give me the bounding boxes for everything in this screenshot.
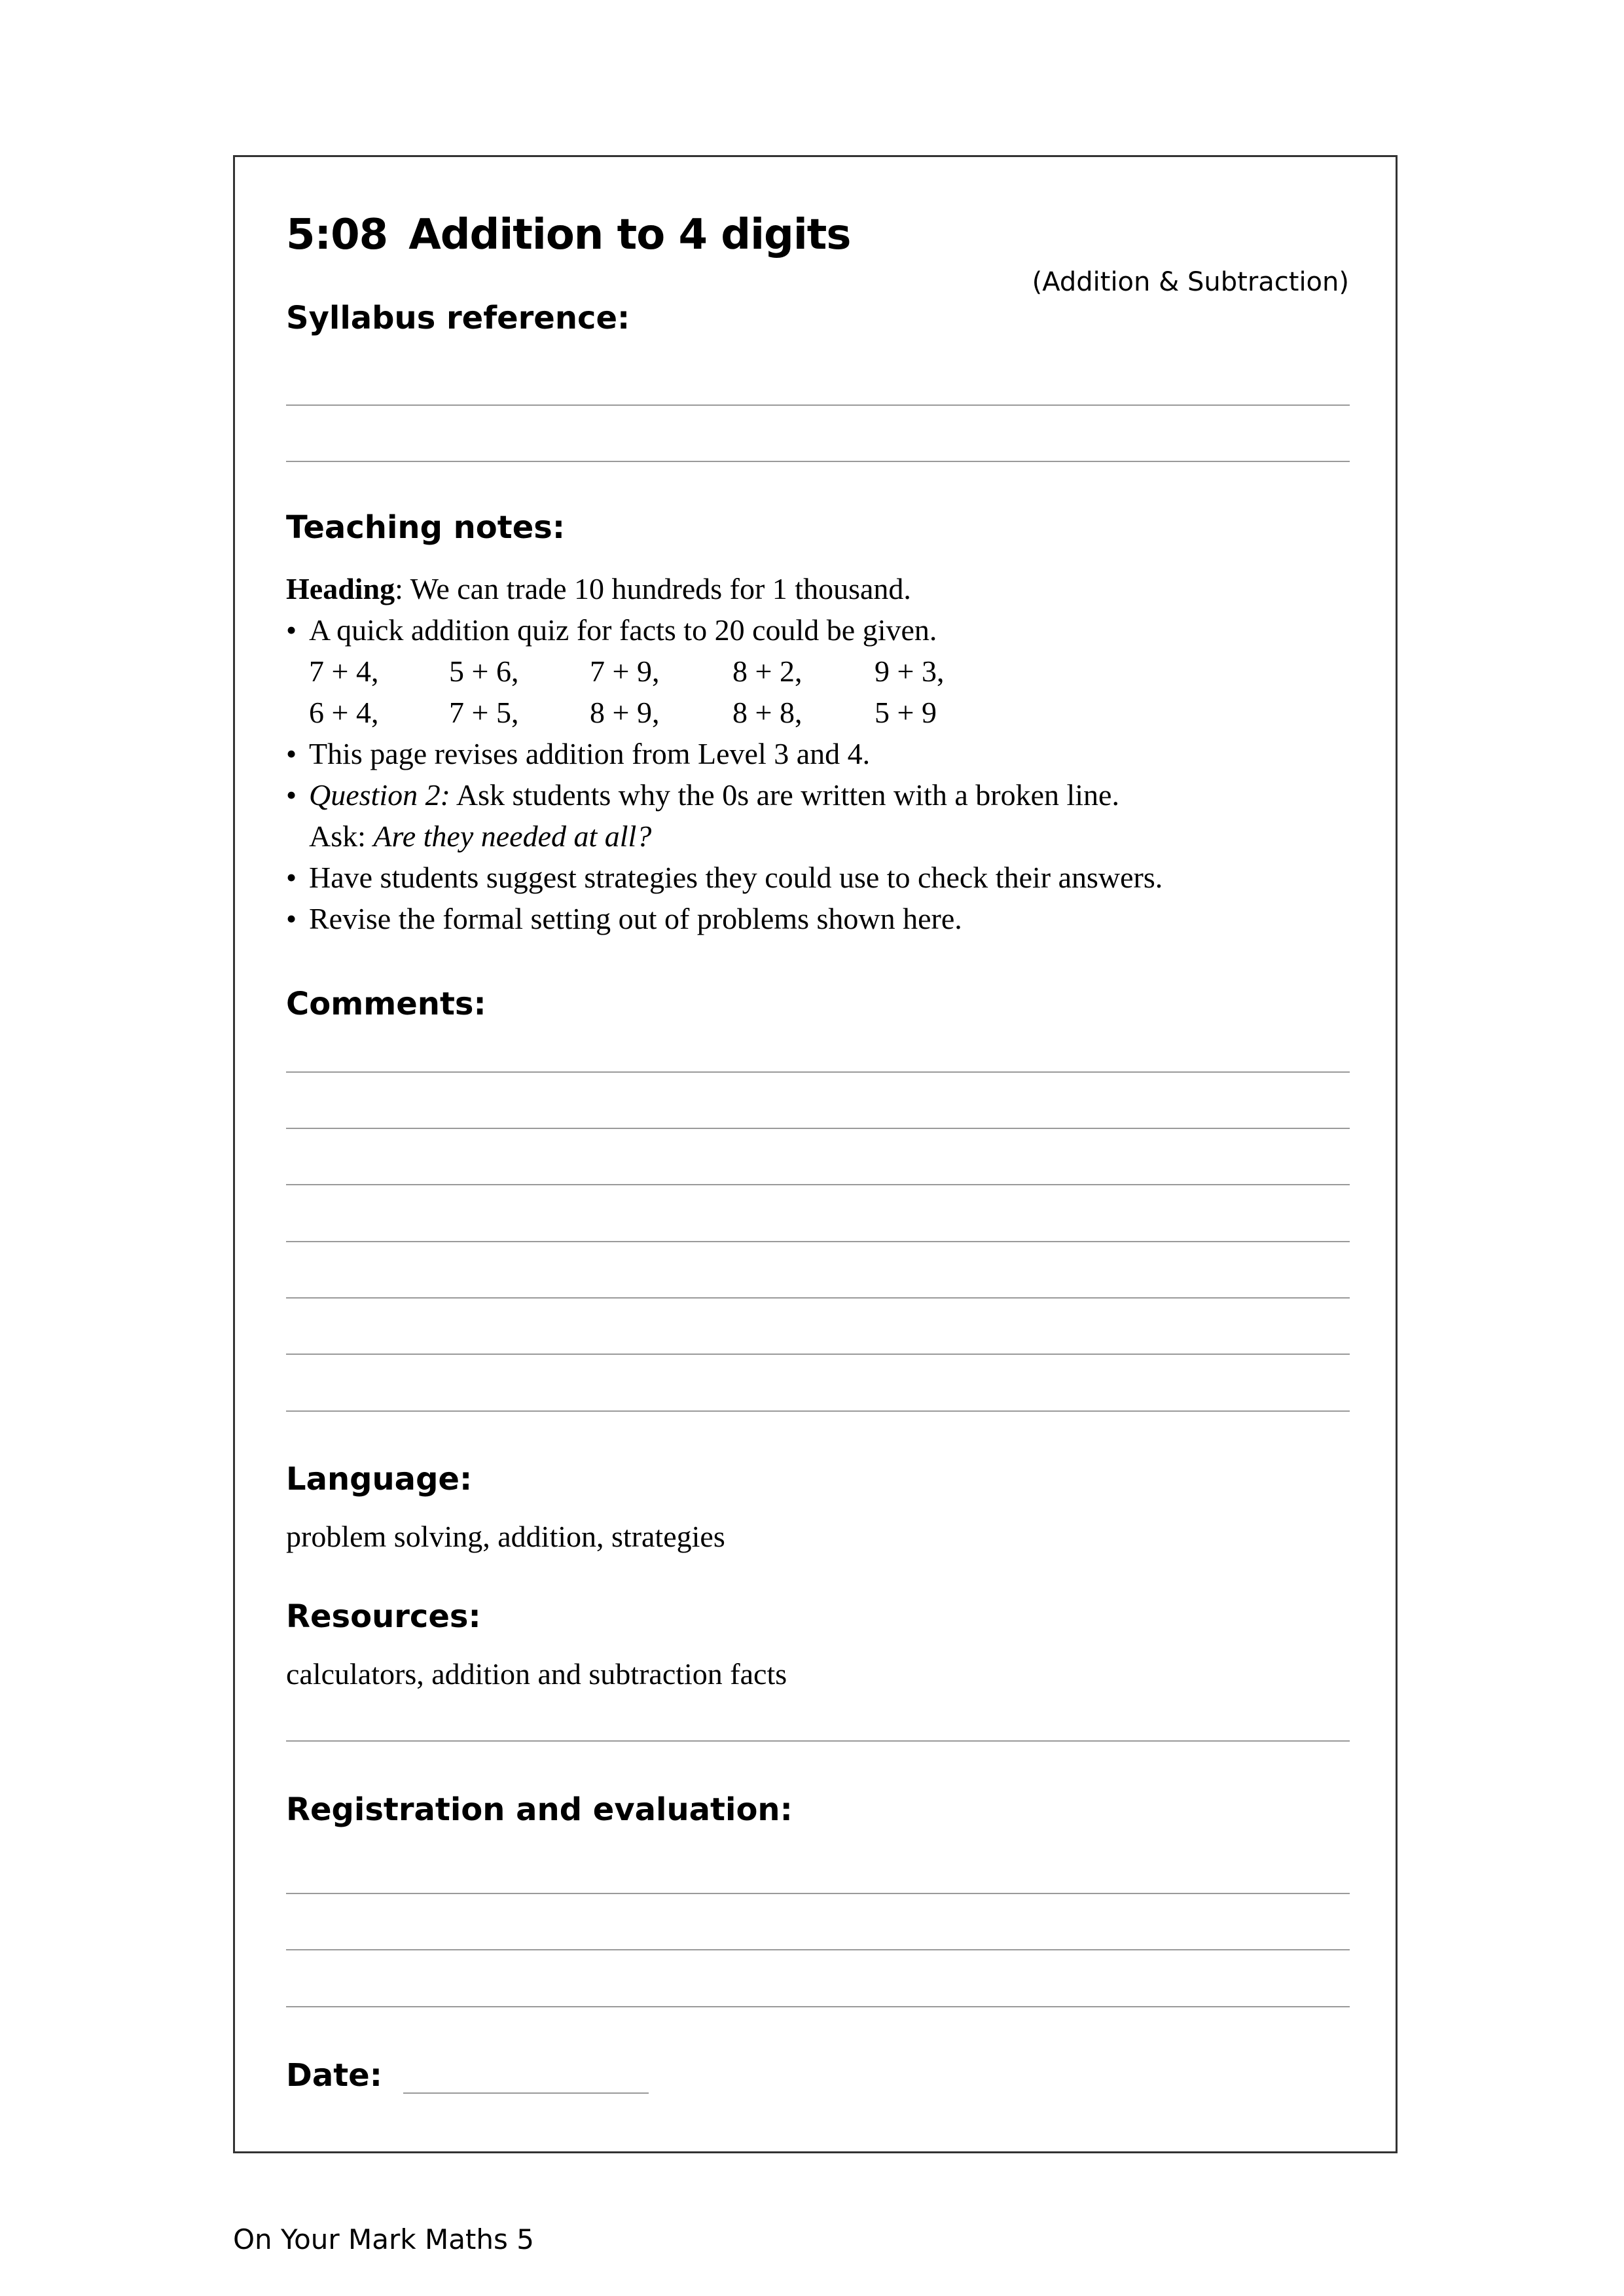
heading-note-text: : We can trade 10 hundreds for 1 thousand. [395, 572, 911, 605]
topic-label: (Addition & Subtraction) [1032, 267, 1349, 297]
syllabus-rule-2 [286, 461, 1350, 462]
language-heading: Language: [286, 1461, 473, 1498]
teaching-notes-heading: Teaching notes: [286, 509, 566, 546]
ask-text: Are they needed at all? [373, 819, 652, 853]
fact: 8 + 9, [590, 696, 660, 729]
registration-rule-1 [286, 1893, 1350, 1894]
syllabus-heading: Syllabus reference: [286, 300, 630, 336]
bullet-strategies [286, 857, 1360, 898]
fact: 6 + 4, [309, 696, 379, 729]
date-field[interactable] [403, 2092, 649, 2094]
syllabus-rule-1 [286, 404, 1350, 406]
formal-text: Revise the formal setting out of problems shown here. [309, 902, 962, 935]
teaching-notes [286, 568, 1360, 939]
date-label: Date: [286, 2057, 382, 2094]
lesson-title: Addition to 4 digits [408, 211, 851, 259]
bullet-formal [286, 898, 1360, 939]
page-title [286, 211, 850, 259]
page-frame [233, 155, 1398, 2153]
bullet-question-2 [286, 774, 1360, 816]
comments-rule-3 [286, 1184, 1350, 1185]
bullet-icon: • [286, 861, 297, 894]
registration-rule-3 [286, 2006, 1350, 2007]
fact: 9 + 3, [875, 655, 945, 688]
question-2-text: Ask students why the 0s are written with a broken line. [450, 778, 1119, 812]
comments-rule-5 [286, 1297, 1350, 1299]
facts-row-2 [286, 692, 1360, 733]
resources-rule [286, 1740, 1350, 1742]
comments-rule-6 [286, 1354, 1350, 1355]
heading-note-label: Heading [286, 572, 395, 605]
comments-rule-4 [286, 1241, 1350, 1242]
ask-label: Ask: [309, 819, 374, 853]
lesson-number: 5:08 [286, 211, 388, 259]
ask-line [286, 816, 1360, 857]
language-text: problem solving, addition, strategies [286, 1520, 725, 1553]
fact: 7 + 4, [309, 655, 379, 688]
bullet-icon: • [286, 613, 297, 647]
registration-rule-2 [286, 1949, 1350, 1950]
bullet-quiz [286, 609, 1360, 651]
resources-heading: Resources: [286, 1598, 481, 1635]
bullet-icon: • [286, 778, 297, 812]
bullet-revises [286, 733, 1360, 774]
bullet-icon: • [286, 737, 297, 770]
page-footer: On Your Mark Maths 5 [233, 2223, 534, 2255]
fact: 5 + 9 [875, 696, 937, 729]
fact: 7 + 5, [449, 696, 519, 729]
fact: 5 + 6, [449, 655, 519, 688]
comments-rule-1 [286, 1071, 1350, 1073]
bullet-icon: • [286, 902, 297, 935]
comments-rule-2 [286, 1128, 1350, 1129]
fact: 7 + 9, [590, 655, 660, 688]
comments-heading: Comments: [286, 986, 486, 1022]
fact: 8 + 2, [732, 655, 803, 688]
facts-row-1 [286, 651, 1360, 692]
heading-note [286, 568, 1360, 609]
fact: 8 + 8, [732, 696, 803, 729]
quiz-text: A quick addition quiz for facts to 20 could be given. [309, 613, 937, 647]
question-2-label: Question 2: [309, 778, 450, 812]
revises-text: This page revises addition from Level 3 and 4. [309, 737, 871, 770]
strategies-text: Have students suggest strategies they could use to check their answers. [309, 861, 1163, 894]
registration-heading: Registration and evaluation: [286, 1791, 793, 1828]
comments-rule-7 [286, 1410, 1350, 1412]
resources-text: calculators, addition and subtraction facts [286, 1657, 787, 1691]
